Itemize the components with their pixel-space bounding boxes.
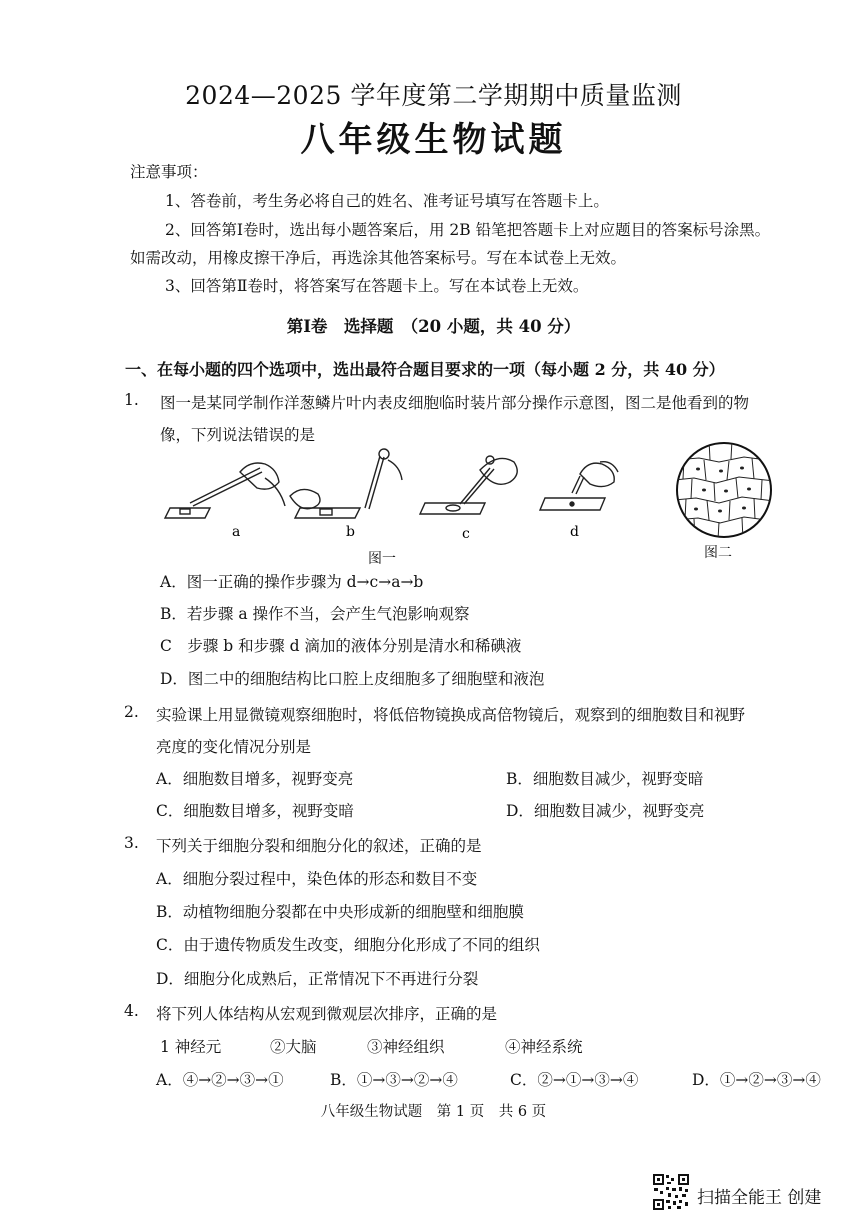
figure-1-caption: 图一 [368,551,396,567]
figure-2-cell-view [674,440,774,540]
question-1-stem-line1: 图一是某同学制作洋葱鳞片叶内表皮细胞临时装片部分操作示意图，图二是他看到的物 [160,394,750,412]
question-2-stem-line2: 亮度的变化情况分别是 [156,738,312,756]
notice-item-1: 1、答卷前，考生务必将自己的姓名、准考证号填写在答题卡上。 [165,192,609,210]
scanner-watermark: 扫描全能王 创建 [697,1188,822,1208]
figure-2-caption: 图二 [704,545,732,561]
question-4-stem: 将下列人体结构从宏观到微观层次排序，正确的是 [156,1005,498,1023]
question-number-4: 4. [124,1002,139,1020]
question-4-item-3: ③神经组织 [367,1038,445,1056]
question-3-option-d: D．细胞分化成熟后，正常情况下不再进行分裂 [156,970,479,988]
question-4-item-4: ④神经系统 [505,1038,583,1056]
question-1-option-b: B．若步骤 a 操作不当，会产生气泡影响观察 [160,605,470,623]
qr-code-icon [652,1173,690,1211]
exam-period-title: 2024—2025 学年度第二学期期中质量监测 [185,81,682,110]
question-3-stem: 下列关于细胞分裂和细胞分化的叙述，正确的是 [156,837,482,855]
question-2-option-a: A．细胞数目增多，视野变亮 [156,770,354,788]
question-1-stem-line2: 像，下列说法错误的是 [160,426,316,444]
question-2-option-b: B．细胞数目减少，视野变暗 [506,770,704,788]
question-2-stem-line1: 实验课上用显微镜观察细胞时，将低倍物镜换成高倍物镜后，观察到的细胞数目和视野 [156,706,746,724]
question-number-3: 3. [124,834,139,852]
question-4-option-c: C．②→①→③→④ [510,1071,639,1089]
figure-1-step-c: c [462,526,470,542]
question-3-option-b: B．动植物细胞分裂都在中央形成新的细胞壁和细胞膜 [156,903,524,921]
exam-subject-title: 八年级生物试题 [300,120,567,160]
part-instructions: 一、在每小题的四个选项中，选出最符合题目要求的一项（每小题 2 分，共 40 分） [125,360,725,379]
question-number-2: 2. [124,703,139,721]
question-4-item-2: ②大脑 [270,1038,317,1056]
question-1-option-c: C 步骤 b 和步骤 d 滴加的液体分别是清水和稀碘液 [160,637,522,655]
question-4-option-a: A．④→②→③→① [156,1071,284,1089]
notice-heading: 注意事项： [130,163,208,181]
figure-1-step-d: d [570,524,579,540]
question-1-option-d: D．图二中的细胞结构比口腔上皮细胞多了细胞壁和液泡 [160,670,545,688]
figure-1-procedure-illustration [160,448,640,548]
question-2-option-d: D．细胞数目减少，视野变亮 [506,802,705,820]
question-3-option-c: C．由于遗传物质发生改变，细胞分化形成了不同的组织 [156,936,540,954]
question-4-option-d: D．①→②→③→④ [692,1071,821,1089]
notice-item-3: 3、回答第Ⅱ卷时，将答案写在答题卡上。写在本试卷上无效。 [165,277,589,295]
question-4-option-b: B．①→③→②→④ [330,1071,458,1089]
question-number-1: 1. [124,391,139,409]
notice-item-2-line1: 2、回答第Ⅰ卷时，选出每小题答案后，用 2B 铅笔把答题卡上对应题目的答案标号涂黑。 [165,221,771,239]
figure-1-step-b: b [346,524,355,540]
page-footer: 八年级生物试题 第 1 页 共 6 页 [320,1104,547,1120]
question-4-item-1: 1 神经元 [160,1038,222,1056]
question-3-option-a: A．细胞分裂过程中，染色体的形态和数目不变 [156,870,478,888]
section-title: 第Ⅰ卷 选择题 （20 小题，共 40 分） [286,317,581,336]
question-2-option-c: C．细胞数目增多，视野变暗 [156,802,354,820]
figure-1-step-a: a [232,524,241,540]
question-1-option-a: A．图一正确的操作步骤为 d→c→a→b [160,573,424,591]
notice-item-2-line2: 如需改动，用橡皮擦干净后，再选涂其他答案标号。写在本试卷上无效。 [130,249,627,267]
